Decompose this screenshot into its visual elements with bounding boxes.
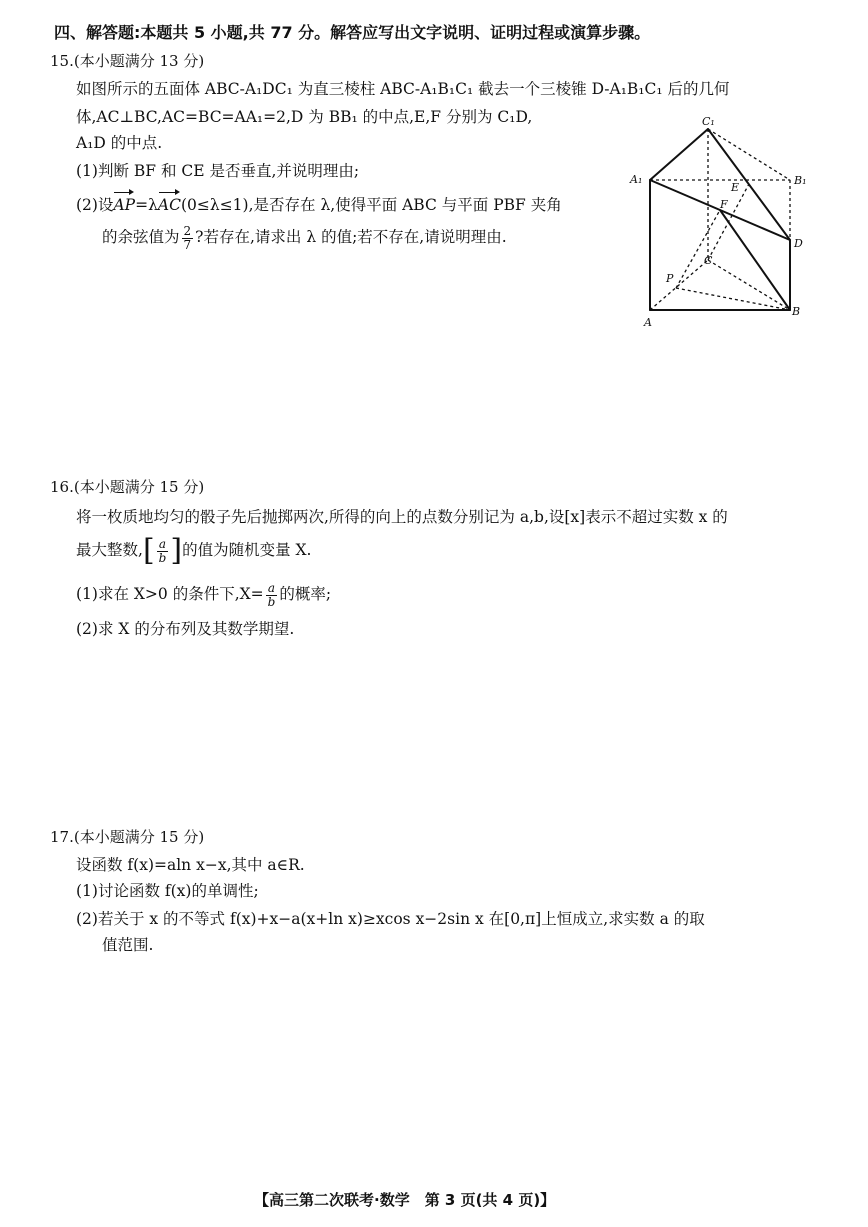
q16-line2-post: 的值为随机变量 X. <box>182 541 312 559</box>
label-f: F <box>720 198 728 211</box>
q16-part1-post: 的概率; <box>279 585 332 604</box>
floor-bracket-left: [ <box>142 533 155 568</box>
q17-part2-line1: (2)若关于 x 的不等式 f(x)+x−a(x+ln x)≥xcos x−2sin x 在[0,π]上恒成立,求实数 a 的取 <box>76 910 705 928</box>
q15-part2-post: (0≤λ≤1),是否存在 λ,使得平面 ABC 与平面 PBF 夹角 <box>180 196 562 214</box>
q15-part2-line2 <box>102 225 507 251</box>
segment-p-b <box>676 288 790 310</box>
label-d: D <box>794 237 803 250</box>
label-c: C <box>704 254 713 267</box>
q17-stem: 设函数 f(x)=aln x−x,其中 a∈R. <box>76 856 305 874</box>
label-a: A <box>644 316 652 329</box>
q15-stem-line3: A₁D 的中点. <box>76 134 163 152</box>
page-footer: 【高三第二次联考·数学 第 3 页(共 4 页)】 <box>254 1191 556 1209</box>
q15-part2-line2-pre: 的余弦值为 <box>102 228 180 247</box>
fraction-numerator: a <box>157 538 169 552</box>
edge-a1-c1 <box>650 129 708 180</box>
fraction-denominator: b <box>267 594 276 609</box>
q17-part2-line2: 值范围. <box>102 936 154 954</box>
label-a1: A₁ <box>630 173 643 186</box>
vector-ap: AP <box>113 194 135 217</box>
pentahedron-figure <box>624 112 820 332</box>
q15-part2-pre: (2)设 <box>76 196 114 214</box>
q15-header: 15.(本小题满分 13 分) <box>50 52 205 70</box>
q16-stem-line2 <box>76 533 312 568</box>
q17-part1: (1)讨论函数 f(x)的单调性; <box>76 882 259 900</box>
label-b: B <box>792 305 801 318</box>
q16-part1-pre: (1)求在 X>0 的条件下,X= <box>76 585 264 604</box>
fraction-numerator: 2 <box>183 224 192 238</box>
label-p: P <box>666 272 674 285</box>
label-c1: C₁ <box>702 115 715 128</box>
vector-ac: AC <box>158 194 181 217</box>
fraction-a-over-b <box>157 538 169 564</box>
fraction-a-over-b <box>266 582 278 608</box>
q15-part2-line1 <box>76 194 562 217</box>
fraction-denominator: 7 <box>183 237 192 252</box>
label-e: E <box>731 181 740 194</box>
edge-a-c <box>650 260 708 310</box>
section-title: 四、解答题:本题共 5 小题,共 77 分。解答应写出文字说明、证明过程或演算步骤。 <box>54 23 651 42</box>
q15-eq-lambda: =λ <box>135 196 158 214</box>
q15-stem-line1: 如图所示的五面体 ABC-A₁DC₁ 为直三棱柱 ABC-A₁B₁C₁ 截去一个三棱锥 D-A₁B₁C₁ 后的几何 <box>76 80 730 98</box>
q16-header: 16.(本小题满分 15 分) <box>50 478 205 496</box>
q16-part2: (2)求 X 的分布列及其数学期望. <box>76 620 295 638</box>
q15-stem-line2: 体,AC⊥BC,AC=BC=AA₁=2,D 为 BB₁ 的中点,E,F 分别为 C₁D, <box>76 108 533 126</box>
floor-bracket-right: ] <box>170 533 183 568</box>
fraction-numerator: a <box>266 582 278 596</box>
q15-part2-line2-post: ?若存在,请求出 λ 的值;若不存在,请说明理由. <box>195 228 507 247</box>
fraction-2-7 <box>182 225 194 251</box>
edge-c1-b1 <box>708 129 790 180</box>
fraction-denominator: b <box>158 550 167 565</box>
q16-line2-pre: 最大整数, <box>76 541 143 559</box>
segment-c-e <box>708 184 749 260</box>
q17-header: 17.(本小题满分 15 分) <box>50 828 205 846</box>
q16-stem-line1: 将一枚质地均匀的骰子先后抛掷两次,所得的向上的点数分别记为 a,b,设[x]表示不超过实数 x 的 <box>76 508 728 526</box>
q15-part1: (1)判断 BF 和 CE 是否垂直,并说明理由; <box>76 162 360 180</box>
q16-part1 <box>76 582 331 608</box>
label-b1: B₁ <box>794 174 807 187</box>
